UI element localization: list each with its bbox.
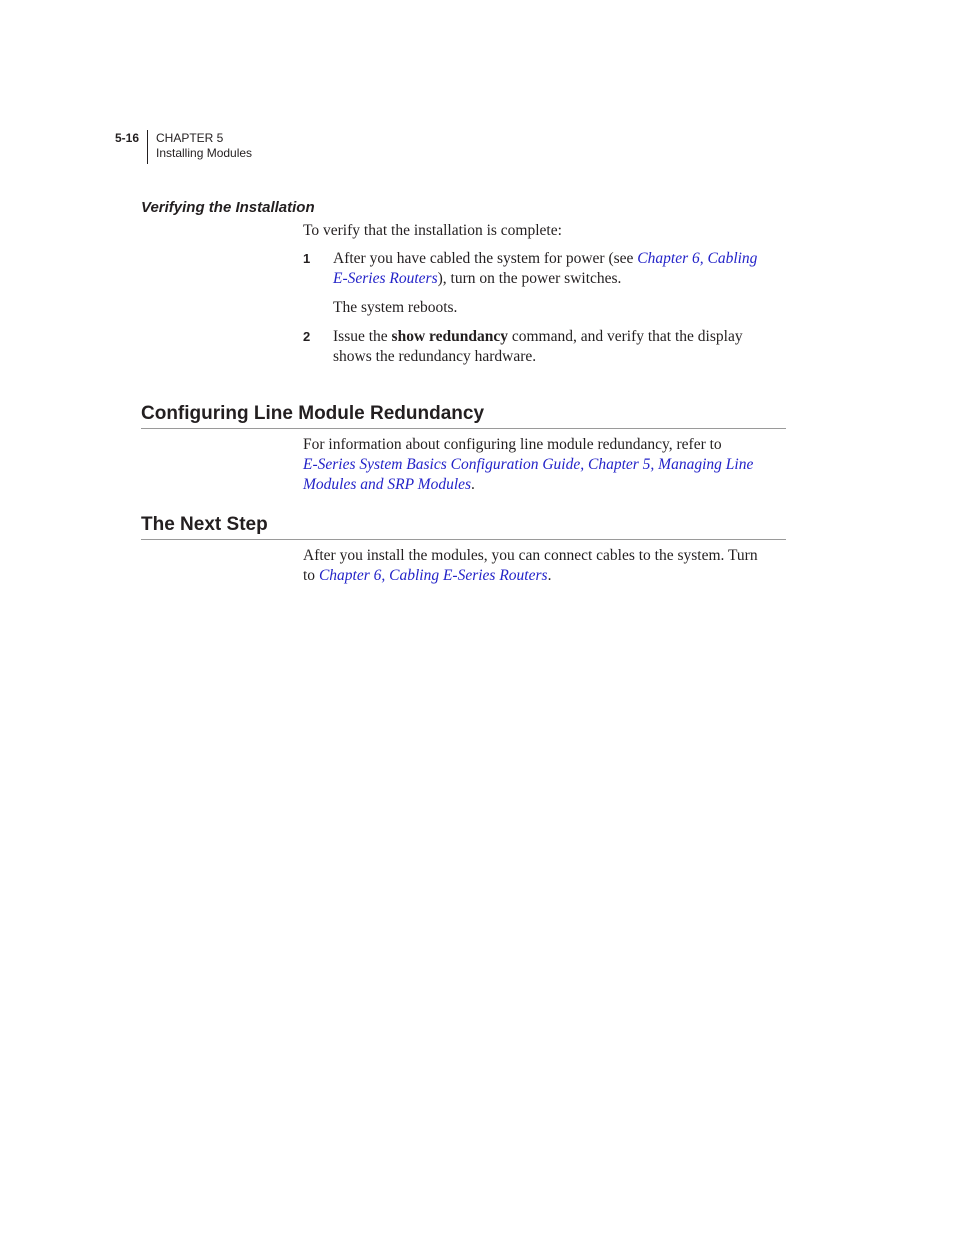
chapter6-link-part2[interactable]: E-Series Routers <box>333 270 438 287</box>
step-1-post: ), turn on the power switches. <box>437 270 622 287</box>
heading-rule <box>141 428 786 429</box>
redundancy-end: . <box>471 476 475 493</box>
next-step-line1: After you install the modules, you can connect cables to the system. Turn <box>303 547 758 564</box>
verify-intro: To verify that the installation is complete: <box>303 222 562 239</box>
next-step-text <box>303 546 793 586</box>
chapter6-cabling-link[interactable]: Chapter 6, Cabling E-Series Routers <box>318 567 548 584</box>
next-step-end: . <box>547 567 552 584</box>
step-number-1: 1 <box>303 251 311 266</box>
section-heading-verifying: Verifying the Installation <box>141 199 315 216</box>
step-1-pre: After you have cabled the system for power (see <box>333 250 638 267</box>
chapter-title: Installing Modules <box>156 146 253 160</box>
header-divider <box>147 130 148 164</box>
basics-guide-link-part2[interactable]: Modules and SRP Modules <box>303 476 472 493</box>
step-2-post: command, and verify that the display <box>507 328 743 345</box>
redundancy-intro: For information about configuring line module redundancy, refer to <box>303 436 722 453</box>
chapter-label: CHAPTER 5 <box>156 131 224 145</box>
command-show-redundancy: show redundancy <box>391 328 508 345</box>
step-2-pre: Issue the <box>333 328 392 345</box>
section-heading-redundancy: Configuring Line Module Redundancy <box>141 403 485 424</box>
step-2-text <box>333 327 793 367</box>
section-heading-next-step: The Next Step <box>141 514 268 535</box>
step-1-text <box>333 249 793 289</box>
step-2-line2: shows the redundancy hardware. <box>333 348 537 365</box>
basics-guide-link-part1[interactable]: E-Series System Basics Configuration Guide, Chapter 5, Managing Line <box>303 456 754 473</box>
page-number: 5-16 <box>115 131 140 145</box>
heading-rule <box>141 539 786 540</box>
running-header <box>156 131 252 161</box>
chapter6-link-part1[interactable]: Chapter 6, Cabling <box>637 250 758 267</box>
next-step-pre: to <box>303 567 319 584</box>
step-number-2: 2 <box>303 329 311 344</box>
step-1-result: The system reboots. <box>333 299 458 316</box>
redundancy-text <box>303 435 793 495</box>
